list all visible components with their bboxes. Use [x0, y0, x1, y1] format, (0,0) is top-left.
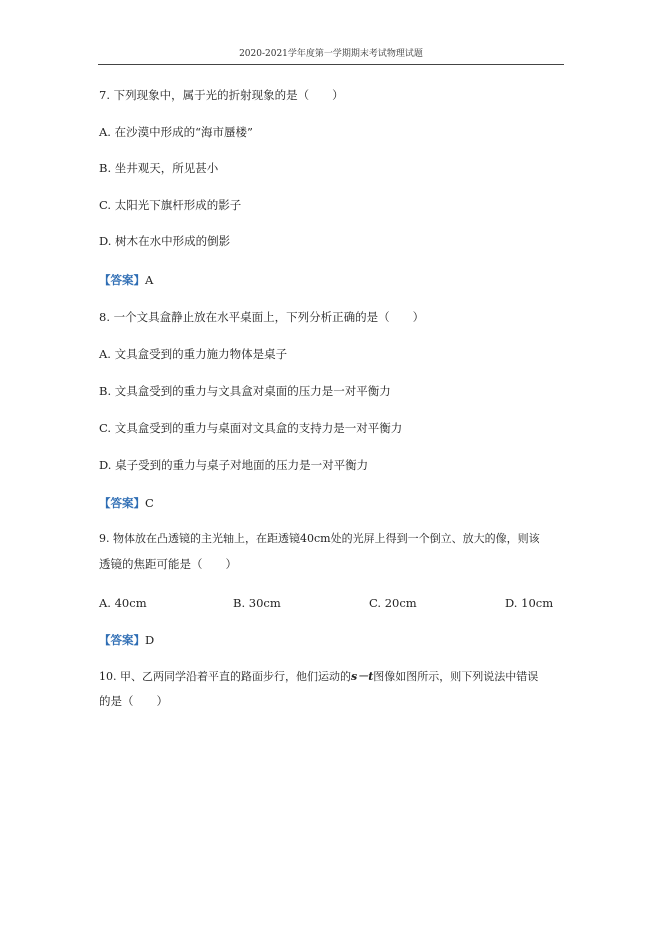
question-10-stem-line1: [99, 669, 538, 685]
question-7-option-a: A. 在沙漠中形成的“海市蜃楼”: [99, 125, 253, 139]
question-8-option-c: C. 文具盒受到的重力与桌面对文具盒的支持力是一对平衡力: [99, 421, 403, 435]
st-symbol: s－t: [351, 670, 374, 683]
question-7-option-d: D. 树木在水中形成的倒影: [99, 234, 231, 248]
question-8-stem: 8. 一个文具盒静止放在水平桌面上，下列分析正确的是（ ）: [99, 310, 425, 324]
answer-label: 【答案】: [99, 633, 145, 647]
answer-label: 【答案】: [99, 496, 145, 510]
question-7-option-b: B. 坐井观天，所见甚小: [99, 161, 219, 175]
answer-value: A: [145, 273, 154, 287]
answer-label: 【答案】: [99, 273, 145, 287]
question-9-option-a: A. 40cm: [99, 596, 147, 610]
page-header: [98, 46, 564, 65]
question-9-option-b: B. 30cm: [233, 596, 281, 610]
question-8-option-d: D. 桌子受到的重力与桌子对地面的压力是一对平衡力: [99, 458, 369, 472]
header-title: 2020-2021学年度第一学期期末考试物理试题: [239, 49, 423, 59]
question-8-answer: [99, 495, 154, 511]
question-9-option-d: D. 10cm: [505, 596, 554, 610]
question-8-option-b: B. 文具盒受到的重力与文具盒对桌面的压力是一对平衡力: [99, 384, 391, 398]
question-9-answer: [99, 632, 154, 648]
answer-value: C: [145, 496, 154, 510]
question-9-stem-line1: 9. 物体放在凸透镜的主光轴上，在距透镜40cm处的光屏上得到一个倒立、放大的像，则该: [99, 532, 540, 545]
question-10-stem-part2: 图像如图所示，则下列说法中错误: [373, 670, 539, 683]
question-7-answer: [99, 272, 153, 288]
question-9-stem-line2: 透镜的焦距可能是（ ）: [99, 557, 237, 571]
answer-value: D: [145, 633, 155, 647]
question-7-option-c: C. 太阳光下旗杆形成的影子: [99, 198, 242, 212]
question-8-option-a: A. 文具盒受到的重力施力物体是桌子: [99, 347, 288, 361]
question-7-stem: 7. 下列现象中，属于光的折射现象的是（ ）: [99, 88, 344, 102]
question-10-stem-line2: 的是（ ）: [99, 694, 168, 708]
question-9-option-c: C. 20cm: [369, 596, 417, 610]
question-10-stem-part1: 10. 甲、乙两同学沿着平直的路面步行，他们运动的: [99, 670, 351, 683]
